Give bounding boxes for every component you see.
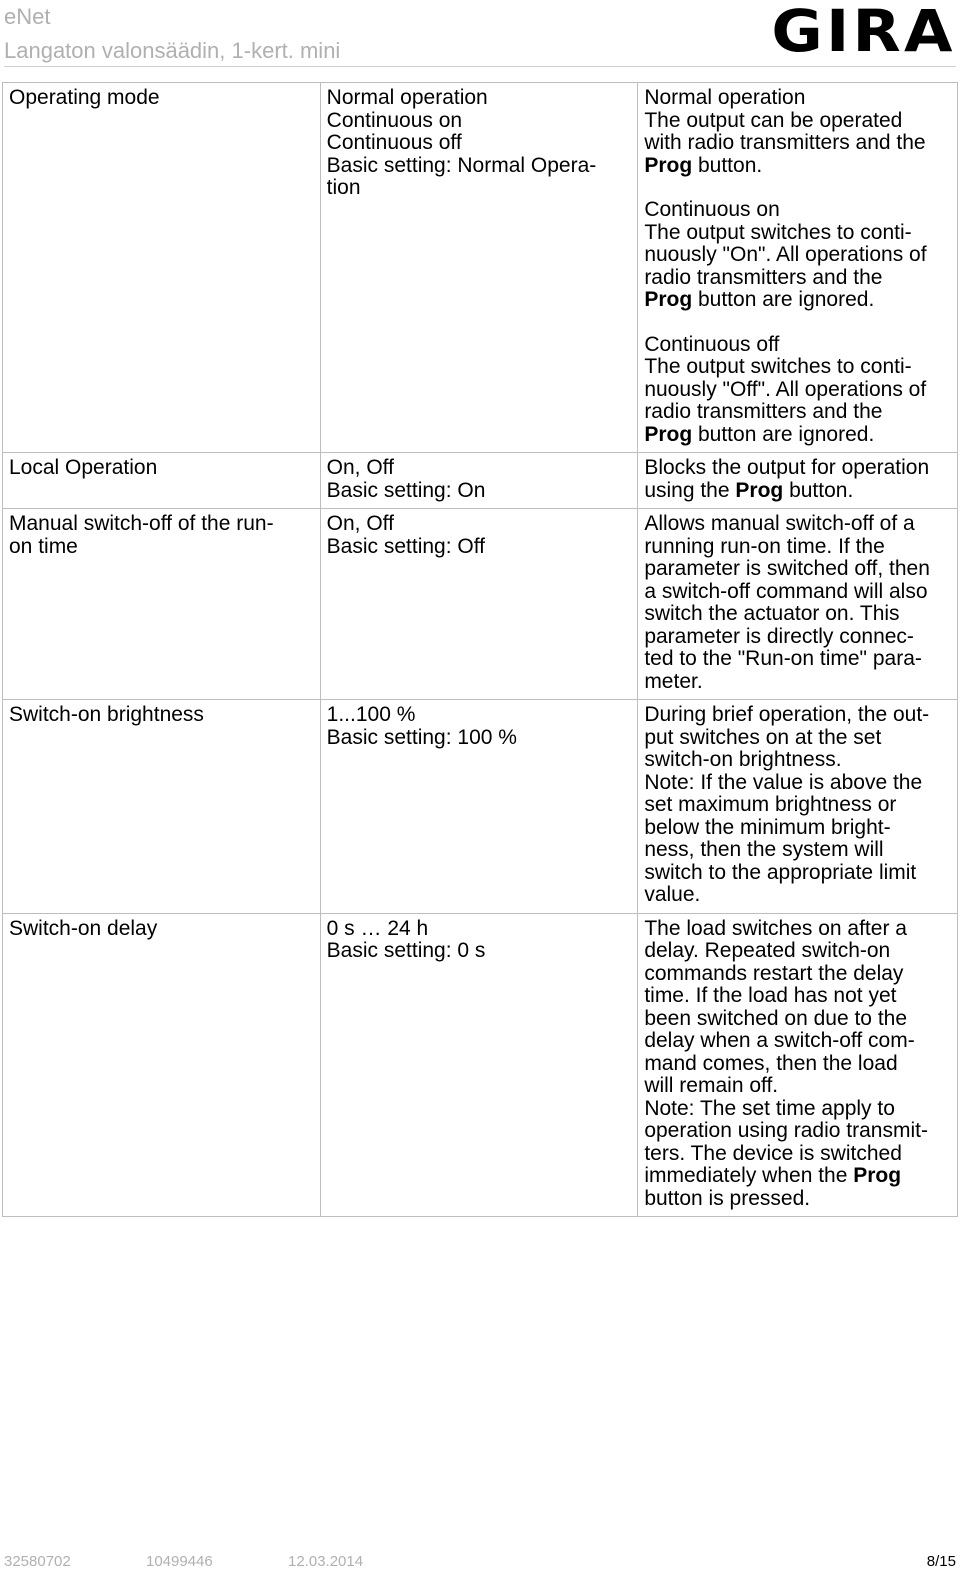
button-name-emphasis: Prog [853,1164,902,1187]
description-line: The output switches to conti- [644,220,912,244]
table-row [3,700,958,914]
description-line: The output switches to conti- [644,355,912,378]
order-number: 32580702 [4,1553,71,1570]
parameter-name-line: Manual switch-off of the run- [9,512,274,535]
table-row [3,509,958,700]
table-row [3,83,958,453]
description-line: below the minimum bright- [644,815,891,839]
header-divider [4,66,956,67]
description-line: Allows manual switch-off of a [644,512,915,535]
description-line: During brief operation, the out- [644,703,930,726]
settings-cell [320,509,638,700]
description-line: Note: The set time apply to [644,1096,895,1120]
setting-line: Basic setting: 100 % [326,725,517,749]
description-line: Prog button are ignored. [644,422,875,446]
description-line: The output can be operated [644,108,903,132]
product-name: eNet [4,4,51,29]
description-line: switch to the appropriate limit [644,860,917,884]
description-line: switch-on brightness. [644,748,842,771]
description-line: Blocks the output for operation [644,456,930,479]
description-cell [638,83,958,453]
description-line: value. [644,883,701,906]
parameter-name-cell [3,83,321,453]
description-cell [638,453,958,509]
page-number: 8/15 [926,1553,956,1570]
description-line: Continuous off [644,332,780,356]
button-name-emphasis: Prog [644,288,693,311]
setting-line: Continuous off [326,131,462,154]
setting-line: On, Off [326,456,394,479]
description-line: switch the actuator on. This [644,602,900,625]
parameter-name-line: Switch-on delay [9,916,158,940]
document-date: 12.03.2014 [288,1553,364,1570]
setting-line: tion [326,176,361,199]
button-name-emphasis: Prog [644,153,693,177]
setting-line: Basic setting: Normal Opera- [326,153,597,177]
settings-cell [320,453,638,509]
parameter-table [2,82,958,1217]
description-line: using the Prog button. [644,478,854,502]
description-line: time. If the load has not yet [644,984,897,1007]
button-name-emphasis: Prog [735,478,784,502]
parameter-name-cell [3,700,321,914]
setting-line: Basic setting: 0 s [326,939,486,962]
button-name-emphasis: Prog [644,422,693,446]
description-line: ted to the "Run-on time" para- [644,647,922,670]
description-line: will remain off. [644,1074,779,1097]
parameter-name-line: Operating mode [9,86,160,109]
setting-line: On, Off [326,512,394,535]
description-line: Prog button. [644,153,763,177]
description-line: immediately when the Prog [644,1164,902,1187]
description-line: set maximum brightness or [644,793,897,816]
gira-logo: GIRA [771,0,956,65]
settings-cell [320,913,638,1217]
description-line: delay. Repeated switch-on [644,939,891,962]
description-paragraph [644,199,951,312]
description-line: button is pressed. [644,1186,811,1210]
description-line: Normal operation [644,86,806,109]
setting-line: 1...100 % [326,703,416,726]
parameter-name-line: on time [9,534,78,558]
description-line: Note: If the value is above the [644,770,923,794]
description-paragraph [644,457,951,502]
table-row [3,453,958,509]
parameter-name-line: Switch-on brightness [9,703,204,726]
description-line: Continuous on [644,198,780,221]
description-line: been switched on due to the [644,1006,908,1030]
description-line: parameter is directly connec- [644,624,914,648]
parameter-name-line: Local Operation [9,456,158,479]
description-line: The load switches on after a [644,916,907,940]
description-line: radio transmitters and the [644,400,883,423]
description-line: a switch-off command will also [644,579,928,603]
description-line: operation using radio transmit- [644,1119,928,1142]
parameter-name-cell [3,509,321,700]
setting-line: Basic setting: On [326,478,486,502]
description-paragraph [644,334,951,447]
settings-cell [320,83,638,453]
description-cell [638,913,958,1217]
description-line: put switches on at the set [644,725,882,749]
product-subtitle: Langaton valonsäädin, 1-kert. mini [4,38,341,63]
description-line: meter. [644,669,703,693]
description-line: running run-on time. If the [644,534,885,558]
description-line: ness, then the system will [644,838,884,861]
setting-line: Normal operation [326,86,488,109]
description-line: delay when a switch-off com- [644,1029,915,1052]
parameter-name-cell [3,913,321,1217]
description-line: with radio transmitters and the [644,131,926,154]
description-line: radio transmitters and the [644,265,883,289]
description-line: nuously "On". All operations of [644,243,927,266]
setting-line: Continuous on [326,108,463,132]
description-line: Prog button are ignored. [644,288,875,311]
description-paragraph [644,704,951,907]
description-line: commands restart the delay [644,961,904,985]
description-line: mand comes, then the load [644,1051,898,1075]
setting-line: 0 s … 24 h [326,916,429,940]
document-number: 10499446 [146,1553,213,1570]
table-row [3,913,958,1217]
description-line: nuously "Off". All operations of [644,377,927,401]
description-line: parameter is switched off, then [644,557,930,580]
settings-cell [320,700,638,914]
description-cell [638,700,958,914]
description-paragraph [644,513,951,693]
setting-line: Basic setting: Off [326,534,486,558]
document-header [4,0,340,68]
description-paragraph [644,87,951,177]
description-paragraph [644,918,951,1211]
description-line: ters. The device is switched [644,1141,902,1165]
description-cell [638,509,958,700]
parameter-name-cell [3,453,321,509]
